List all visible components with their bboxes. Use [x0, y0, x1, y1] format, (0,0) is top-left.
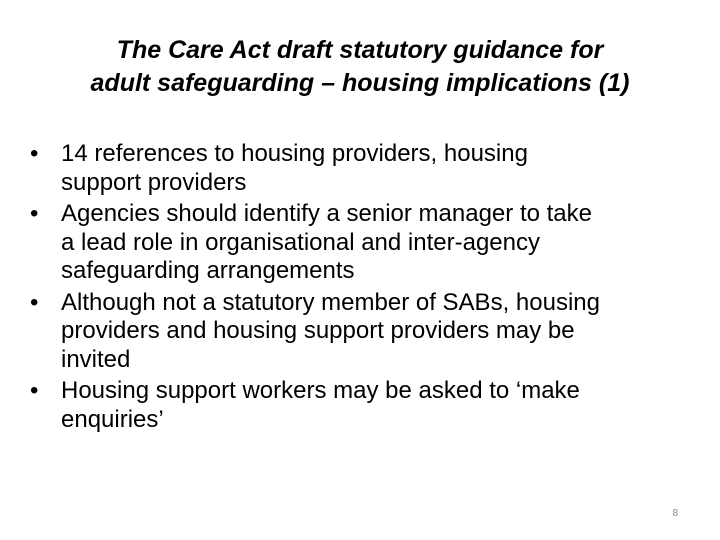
bullet-item — [30, 289, 700, 375]
bullet-icon: • — [30, 377, 39, 404]
slide-title-line-2: adult safeguarding – housing implications (1) — [90, 69, 630, 97]
bullet-icon: • — [30, 200, 39, 227]
bullet-item — [30, 200, 700, 286]
bullet-text: Although not a statutory member of SABs, housing providers and housing support providers may be invited — [61, 288, 600, 373]
bullet-item — [30, 377, 700, 434]
slide-title — [30, 34, 690, 100]
bullet-text: Agencies should identify a senior manager to take a lead role in organisational and inter-agency safeguarding arrangements — [61, 200, 592, 284]
slide-title-line-1: The Care Act draft statutory guidance for — [116, 36, 604, 64]
bullet-list — [30, 140, 700, 437]
bullet-text: 14 references to housing providers, housing support providers — [61, 140, 528, 196]
bullet-item — [30, 140, 700, 197]
bullet-icon: • — [30, 288, 39, 316]
bullet-icon: • — [30, 140, 39, 167]
bullet-text: Housing support workers may be asked to ‘make enquiries’ — [61, 377, 580, 433]
page-number: 8 — [672, 508, 678, 519]
